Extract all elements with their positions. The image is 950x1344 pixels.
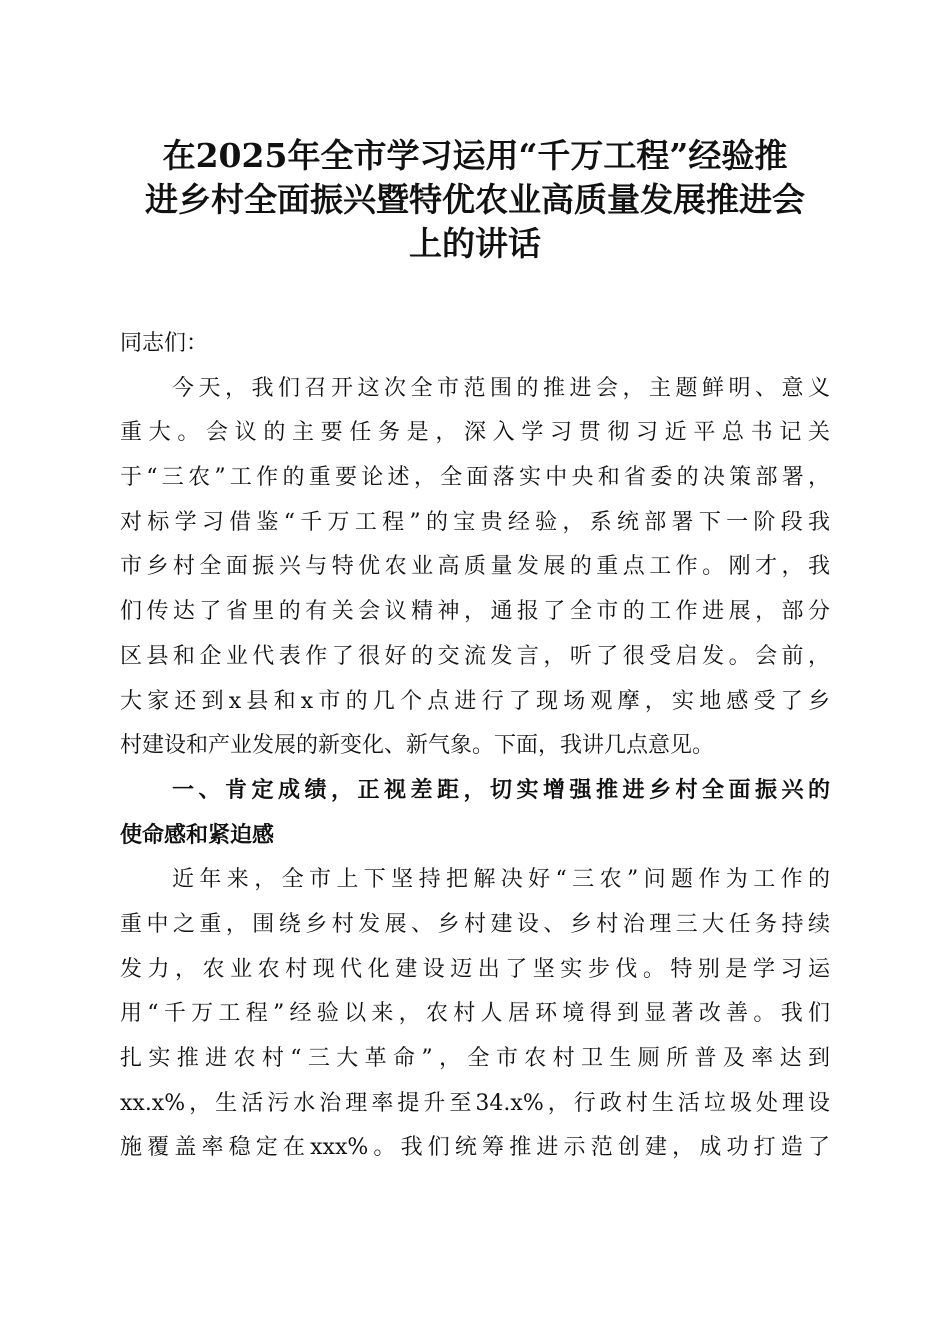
section-heading-1 (120, 769, 830, 858)
paragraph-1-line: 村建设和产业发展的新变化、新气象。下面，我讲几点意见。 (120, 733, 715, 759)
paragraph-2-line: 发力，农业农村现代化建设迈出了坚实步伐。特别是学习运 (120, 956, 830, 982)
salutation: 同志们： (120, 331, 209, 356)
heading-line: 一、肯定成绩，正视差距，切实增强推进乡村全面振兴的 (172, 777, 830, 803)
paragraph-1 (120, 367, 830, 769)
paragraph-1-line: 对标学习借鉴“千万工程”的宝贵经验，系统部署下一阶段我 (120, 509, 830, 535)
paragraph-1-line: 们传达了省里的有关会议精神，通报了全市的工作进展，部分 (120, 599, 830, 625)
paragraph-1-line: 区县和企业代表作了很好的交流发言，听了很受启发。会前， (120, 643, 830, 669)
paragraph-2-line: 重中之重，围绕乡村发展、乡村建设、乡村治理三大任务持续 (120, 911, 830, 937)
document-body (120, 322, 830, 1171)
paragraph-2-line: xx.x%，生活污水治理率提升至34.x%，行政村生活垃圾处理设 (120, 1090, 830, 1116)
heading-line: 使命感和紧迫感 (120, 822, 275, 848)
title-line-3: 上的讲话 (409, 224, 541, 263)
paragraph-1-line: 重大。会议的主要任务是，深入学习贯彻习近平总书记关 (120, 420, 830, 446)
title-line-1: 在2025年全市学习运用“千万工程”经验推 (162, 136, 788, 175)
paragraph-2-line: 扎实推进农村“三大革命”，全市农村卫生厕所普及率达到 (120, 1046, 830, 1071)
paragraph-1-line: 市乡村全面振兴与特优农业高质量发展的重点工作。刚才，我 (120, 554, 830, 580)
paragraph-1-line: 大家还到x县和x市的几个点进行了现场观摩，实地感受了乡 (120, 688, 830, 714)
paragraph-2-line: 施覆盖率稳定在xxx%。我们统筹推进示范创建，成功打造了 (120, 1135, 830, 1161)
paragraph-1-line: 于“三农”工作的重要论述，全面落实中央和省委的决策部署， (120, 465, 830, 491)
paragraph-2-line: 用“千万工程”经验以来，农村人居环境得到显著改善。我们 (120, 1001, 830, 1027)
title-line-2: 进乡村全面振兴暨特优农业高质量发展推进会 (145, 180, 805, 219)
paragraph-2 (120, 858, 830, 1171)
paragraph-2-line: 近年来，全市上下坚持把解决好“三农”问题作为工作的 (172, 867, 830, 893)
document-title (110, 134, 840, 266)
paragraph-1-line: 今天，我们召开这次全市范围的推进会，主题鲜明、意义 (172, 375, 830, 401)
